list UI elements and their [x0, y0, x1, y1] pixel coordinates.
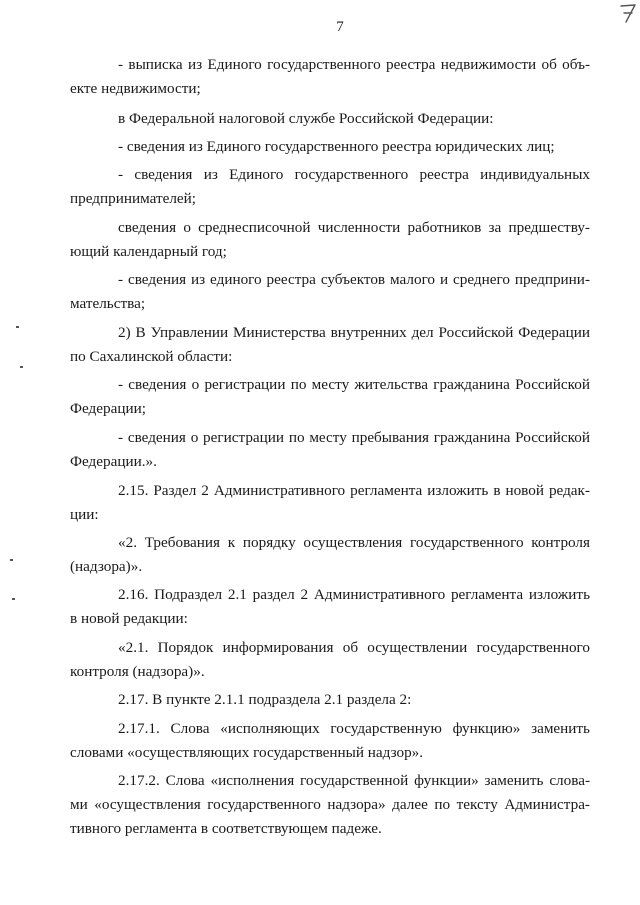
text-line: в Федеральной налоговой службе Российской Федерации: [118, 110, 494, 127]
text-line: ции: [70, 506, 99, 523]
text-line: 2.16. Подраздел 2.1 раздел 2 Административного регламента изложить [118, 586, 590, 603]
page-number: 7 [336, 19, 344, 35]
text-line: предпринимателей; [70, 190, 196, 207]
scan-speck [20, 366, 23, 368]
text-line: мательства; [70, 295, 146, 312]
text-line: ми «осуществления государственного надзора» далее по тексту Администра- [70, 796, 590, 813]
text-line: (надзора)». [70, 558, 143, 575]
text-line: в новой редакции: [70, 610, 188, 627]
text-line: - сведения из Единого государственного реестра индивидуальных [118, 166, 590, 183]
text-line: 2.17. В пункте 2.1.1 подраздела 2.1 раздела 2: [118, 691, 412, 708]
scan-speck [10, 559, 13, 561]
text-line: «2.1. Порядок информирования об осуществлении государственного [118, 639, 590, 656]
text-line: - сведения о регистрации по месту пребывания гражданина Российской [118, 429, 590, 446]
text-line: Федерации.». [70, 453, 157, 470]
text-line: ющий календарный год; [70, 243, 227, 260]
text-line: - сведения из единого реестра субъектов малого и среднего предприни- [118, 271, 590, 288]
text-line: - выписка из Единого государственного реестра недвижимости об объ- [118, 56, 590, 73]
text-line: 2.17.2. Слова «исполнения государственной функции» заменить слова- [118, 772, 590, 789]
text-line: - сведения о регистрации по месту жительства гражданина Российской [118, 376, 590, 393]
text-line: 2.17.1. Слова «исполняющих государственную функцию» заменить [118, 720, 590, 737]
text-line: 2.15. Раздел 2 Административного регламента изложить в новой редак- [118, 482, 590, 499]
text-line: словами «осуществляющих государственный надзор». [70, 744, 424, 761]
text-line: «2. Требования к порядку осуществления государственного контроля [118, 534, 590, 551]
handwritten-page-number [618, 2, 638, 24]
scan-speck [12, 598, 15, 600]
scan-speck [16, 326, 19, 328]
text-line: екте недвижимости; [70, 80, 201, 97]
text-line: контроля (надзора)». [70, 663, 205, 680]
text-line: сведения о среднесписочной численности работников за предшеству- [118, 219, 590, 236]
text-line: - сведения из Единого государственного реестра юридических лиц; [118, 138, 555, 155]
text-line: Федерации; [70, 400, 146, 417]
text-line: тивного регламента в соответствующем падеже. [70, 820, 382, 837]
text-line: 2) В Управлении Министерства внутренних дел Российской Федерации [118, 324, 590, 341]
text-line: по Сахалинской области: [70, 348, 233, 365]
